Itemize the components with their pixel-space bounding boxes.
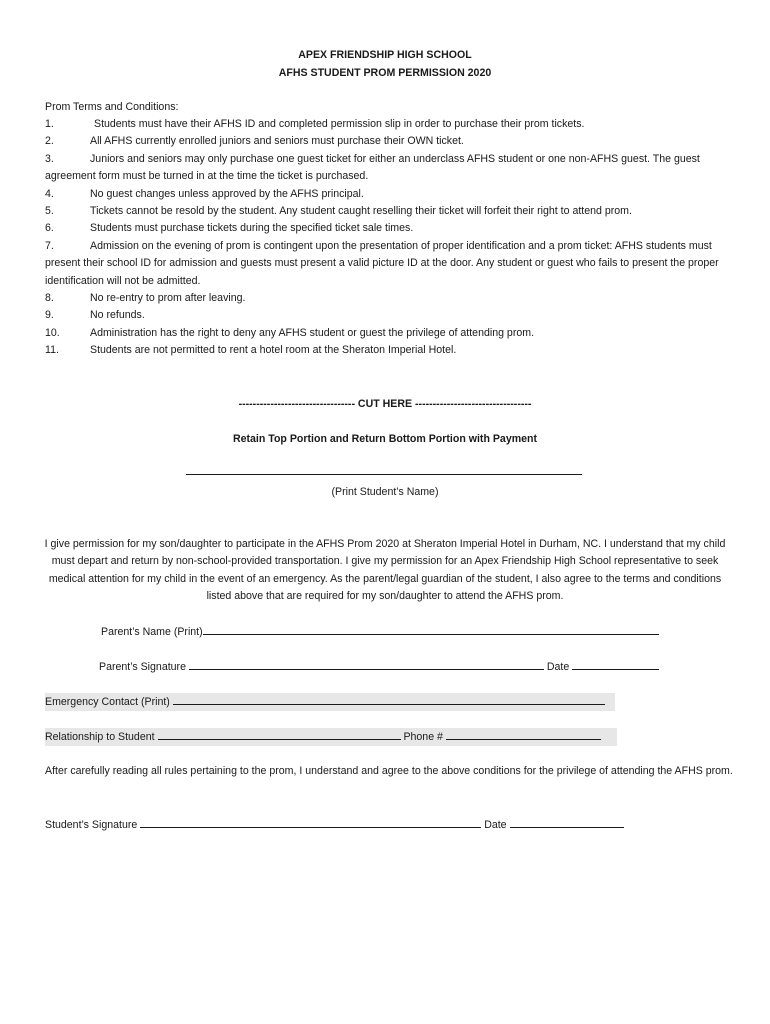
parent-date-field[interactable] xyxy=(572,658,659,670)
terms-item xyxy=(45,186,730,203)
parent-signature-row xyxy=(99,658,659,676)
terms-item-text: No guest changes unless approved by the AFHS principal. xyxy=(90,187,364,200)
permission-statement: I give permission for my son/daughter to participate in the AFHS Prom 2020 at Sheraton Imperial Hotel in Durham, NC. I understand that my child must depart and return by non-school-provided transportation. I give my permission for an Apex Friendship High School representative to seek medical attention for my child in the event of an emergency. As the parent/legal guardian of the student, I also agree to the terms and conditions listed above that are required for my son/daughter to attend the AFHS prom. xyxy=(44,538,726,603)
closing-statement: After carefully reading all rules pertaining to the prom, I understand and agree to the above conditions for the privilege of attending the AFHS prom. xyxy=(45,765,733,777)
terms-item-number: 6. xyxy=(45,222,54,235)
parent-name-row xyxy=(101,623,659,641)
terms-item-text: Students must have their AFHS ID and completed permission slip in order to purchase their prom tickets. xyxy=(94,118,585,130)
terms-item-number: 8. xyxy=(45,292,54,305)
parent-signature-field[interactable] xyxy=(189,658,544,670)
terms-item-number: 10. xyxy=(45,326,60,339)
emergency-contact-label: Emergency Contact (Print) xyxy=(45,696,170,708)
terms-item-number: 7. xyxy=(45,239,54,252)
parent-date-label: Date xyxy=(546,661,570,673)
terms-item-number: 5. xyxy=(45,205,54,218)
student-name-field[interactable] xyxy=(186,474,582,475)
emergency-contact-row xyxy=(45,693,615,711)
terms-item-number: 4. xyxy=(45,187,54,200)
student-date-field[interactable] xyxy=(510,816,624,828)
student-signature-label: Student’s Signature xyxy=(45,819,138,831)
terms-item-text: All AFHS currently enrolled juniors and seniors must purchase their OWN ticket. xyxy=(90,135,464,148)
terms-item xyxy=(45,151,730,186)
phone-field[interactable] xyxy=(446,728,601,740)
terms-item-text: Juniors and seniors may only purchase one guest ticket for either an underclass AFHS student or one non-AFHS guest. The guest agreement form must be turned in at the time the ticket is purchased. xyxy=(45,152,700,183)
form-title: AFHS STUDENT PROM PERMISSION 2020 xyxy=(278,67,492,79)
terms-item-text: Tickets cannot be resold by the student. Any student caught reselling their ticket will forfeit their right to attend prom. xyxy=(90,205,632,218)
terms-item-text: Administration has the right to deny any AFHS student or guest the privilege of attending prom. xyxy=(90,326,535,339)
terms-item xyxy=(45,203,730,220)
school-name: APEX FRIENDSHIP HIGH SCHOOL xyxy=(298,49,472,61)
phone-label: Phone # xyxy=(403,731,443,743)
retain-instruction: Retain Top Portion and Return Bottom Portion with Payment xyxy=(232,433,538,445)
terms-item xyxy=(45,133,730,150)
terms-item xyxy=(45,307,730,324)
terms-item-text: No refunds. xyxy=(90,309,145,322)
terms-heading: Prom Terms and Conditions: xyxy=(45,101,179,113)
terms-item xyxy=(45,325,730,342)
terms-item xyxy=(45,238,730,290)
terms-item xyxy=(45,116,730,133)
terms-item-number: 2. xyxy=(45,135,54,148)
terms-item-text: Students must purchase tickets during the specified ticket sale times. xyxy=(90,222,414,235)
cut-here-line: --------------------------------- CUT HERE --------------------------------- xyxy=(238,398,532,410)
terms-item-number: 1. xyxy=(45,118,54,130)
relationship-field[interactable] xyxy=(158,728,401,740)
terms-list xyxy=(45,116,730,360)
student-name-label: (Print Student’s Name) xyxy=(331,486,439,498)
relationship-label: Relationship to Student xyxy=(45,731,155,743)
relationship-phone-row xyxy=(45,728,617,746)
student-date-label: Date xyxy=(484,819,507,831)
terms-item-number: 11. xyxy=(45,344,59,357)
terms-item-number: 9. xyxy=(45,309,54,322)
student-signature-field[interactable] xyxy=(140,816,481,828)
parent-name-label: Parent’s Name (Print) xyxy=(101,626,203,638)
terms-item-number: 3. xyxy=(45,152,54,165)
terms-item xyxy=(45,342,730,359)
terms-item xyxy=(45,220,730,237)
terms-item-text: Admission on the evening of prom is contingent upon the presentation of proper identification and a prom ticket: AFHS students must present their school ID for admission and guests must present a valid picture ID at the door. Any student or guest who fails to present the proper identification will not be admitted. xyxy=(45,239,719,287)
terms-item xyxy=(45,290,730,307)
parent-signature-label: Parent’s Signature xyxy=(99,661,186,673)
terms-item-text: No re-entry to prom after leaving. xyxy=(90,292,246,305)
terms-item-text: Students are not permitted to rent a hotel room at the Sheraton Imperial Hotel. xyxy=(90,344,457,357)
parent-name-field[interactable] xyxy=(203,623,659,635)
student-signature-row xyxy=(45,816,624,834)
emergency-contact-field[interactable] xyxy=(173,693,605,705)
